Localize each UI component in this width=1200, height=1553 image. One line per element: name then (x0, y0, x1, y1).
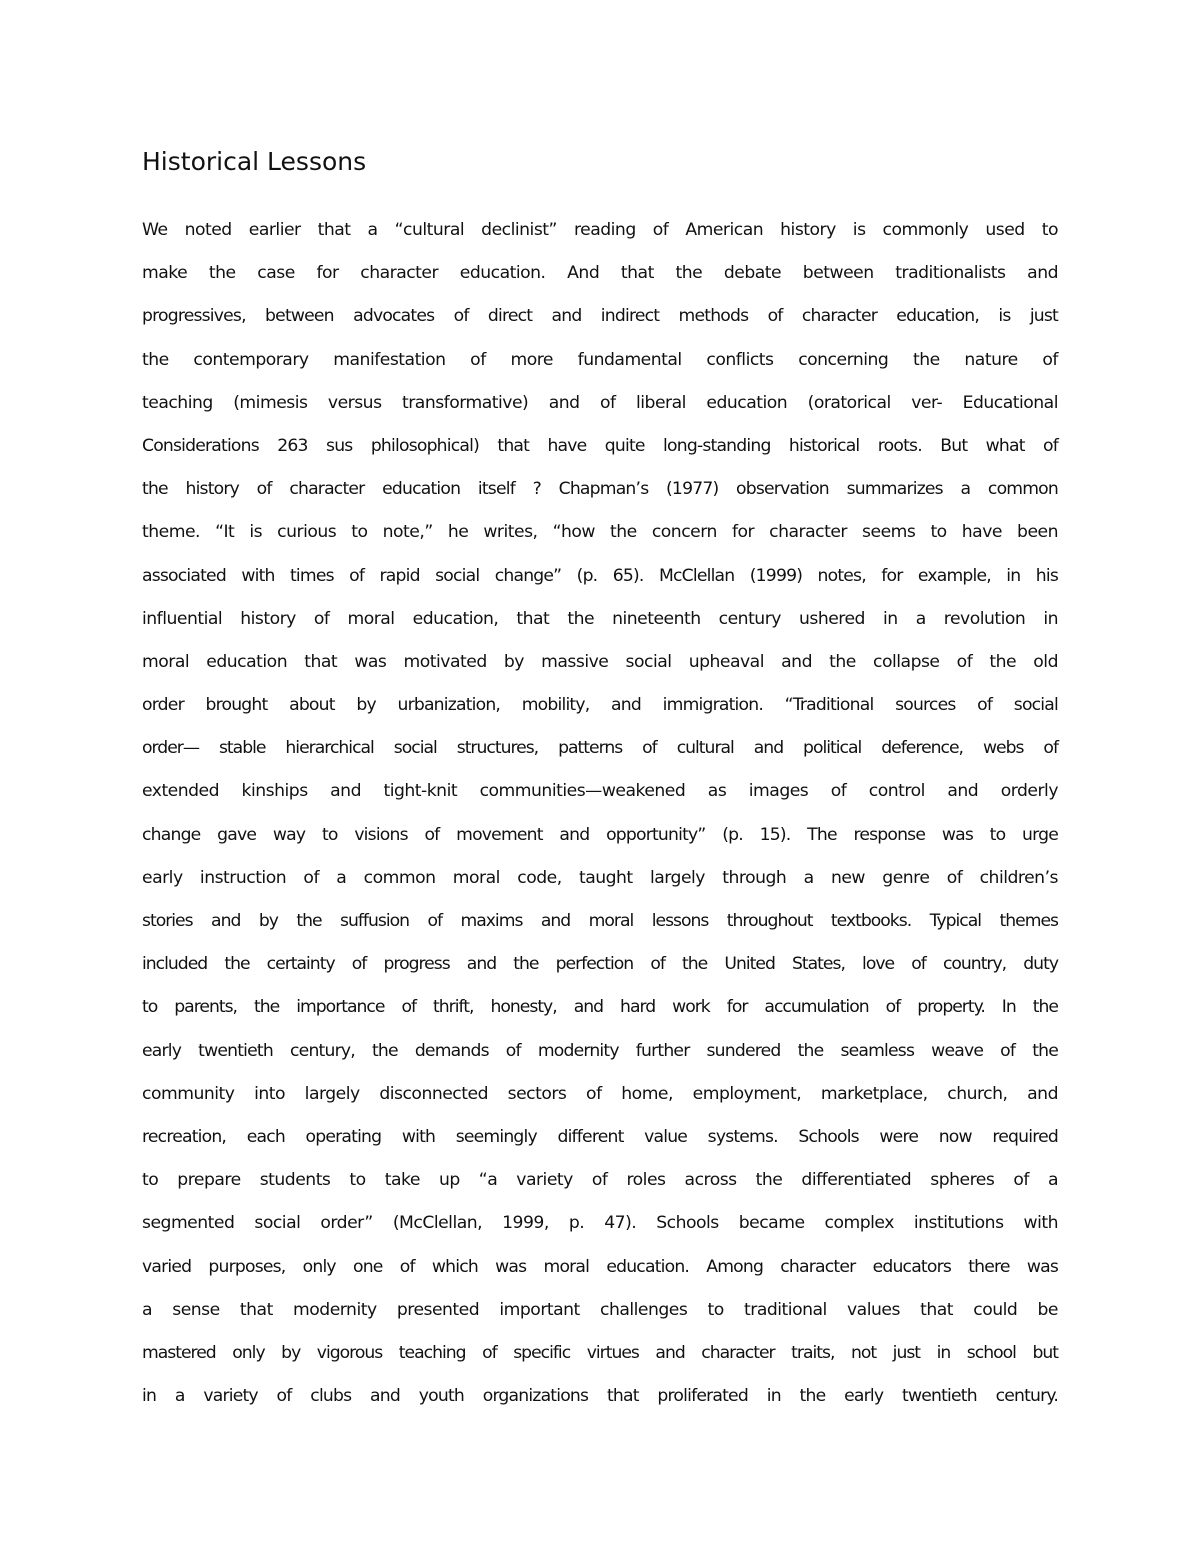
text-line-3: progressives, between advocates of direct and indirect methods of character education, is just (142, 306, 1058, 327)
text-line-23: to prepare students to take up “a variety of roles across the differentiated spheres of a (142, 1170, 1058, 1191)
text-line-21: community into largely disconnected sectors of home, employment, marketplace, church, and (142, 1083, 1058, 1104)
text-line-8: theme. “It is curious to note,” he writes, “how the concern for character seems to have been (142, 522, 1058, 543)
text-line-7: the history of character education itself ? Chapman’s (1977) observation summarizes a common (142, 479, 1058, 500)
text-line-13: order— stable hierarchical social structures, patterns of cultural and political deference, webs of (142, 738, 1058, 759)
text-line-6: Considerations 263 sus philosophical) that have quite long-standing historical roots. But what of (142, 435, 1058, 456)
text-line-16: early instruction of a common moral code, taught largely through a new genre of children’s (142, 867, 1058, 888)
section-heading: Historical Lessons (142, 147, 367, 176)
text-line-15: change gave way to visions of movement and opportunity” (p. 15). The response was to urge (142, 824, 1058, 845)
text-line-1: We noted earlier that a “cultural declinist” reading of American history is commonly used to (142, 220, 1058, 240)
text-line-12: order brought about by urbanization, mobility, and immigration. “Traditional sources of social (142, 695, 1058, 716)
text-line-25: varied purposes, only one of which was moral education. Among character educators there was (142, 1256, 1058, 1277)
text-line-4: the contemporary manifestation of more fundamental conflicts concerning the nature of (142, 349, 1058, 370)
text-line-28: in a variety of clubs and youth organizations that proliferated in the early twentieth century. (142, 1386, 1058, 1407)
text-line-26: a sense that modernity presented important challenges to traditional values that could be (142, 1299, 1058, 1320)
text-line-18: included the certainty of progress and the perfection of the United States, love of country, duty (142, 954, 1058, 975)
text-line-9: associated with times of rapid social change” (p. 65). McClellan (1999) notes, for example, in his (142, 565, 1058, 586)
text-line-11: moral education that was motivated by massive social upheaval and the collapse of the old (142, 651, 1058, 672)
body-text (142, 209, 1058, 1418)
text-line-17: stories and by the suffusion of maxims and moral lessons throughout textbooks. Typical themes (142, 911, 1058, 931)
text-line-5: teaching (mimesis versus transformative) and of liberal education (oratorical ver- Educational (142, 392, 1058, 413)
text-line-22: recreation, each operating with seemingly different value systems. Schools were now required (142, 1126, 1058, 1147)
text-line-27: mastered only by vigorous teaching of specific virtues and character traits, not just in school but (142, 1342, 1058, 1363)
text-line-10: influential history of moral education, that the nineteenth century ushered in a revolution in (142, 608, 1058, 629)
text-line-19: to parents, the importance of thrift, honesty, and hard work for accumulation of property. In the (142, 997, 1058, 1018)
text-line-2: make the case for character education. And that the debate between traditionalists and (142, 263, 1058, 284)
text-line-24: segmented social order” (McClellan, 1999, p. 47). Schools became complex institutions with (142, 1213, 1058, 1234)
text-line-20: early twentieth century, the demands of modernity further sundered the seamless weave of the (142, 1040, 1058, 1061)
text-line-14: extended kinships and tight-knit communities—weakened as images of control and orderly (142, 781, 1058, 802)
